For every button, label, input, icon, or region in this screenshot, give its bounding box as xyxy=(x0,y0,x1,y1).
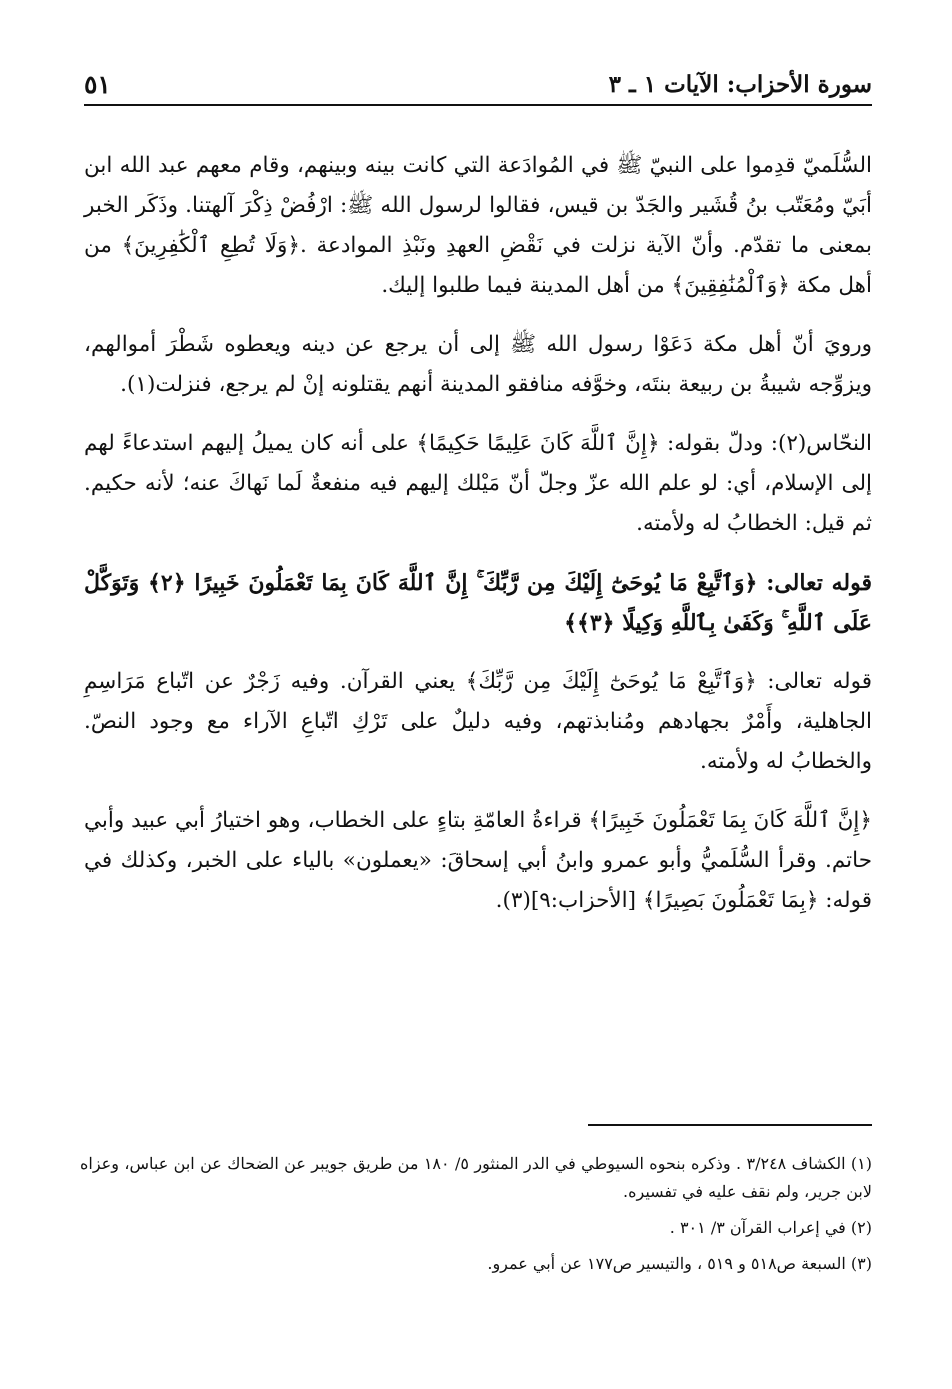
paragraph: ورويَ أنّ أهل مكة دَعَوْا رسول الله ﷺ إلى أن يرجع عن دينه ويعطوه شَطْرَ أموالهم، ويزوِّجه شيبةُ بن ربيعة بنتَه، وخوَّفه منافقو المدينة أنهم يقتلونه إنْ لم يرجع، فنزلت(١). xyxy=(84,332,872,397)
paragraph: قوله تعالى: ﴿وَٱتَّبِعْ مَا يُوحَىٰٓ إِلَيْكَ مِن رَّبِّكَ﴾ يعني القرآن. وفيه زَجْرٌ عن اتّباع مَرَاسِمِ الجاهلية، وأَمْرٌ بجهادهم ومُنابذتهم، وفيه دليلٌ على تَرْكِ اتّباعِ الآراء مع وجود النصّ. والخطابُ له ولأمته. xyxy=(84,669,872,774)
paragraph: النحّاس(٢): ودلّ بقوله: ﴿إِنَّ ٱللَّهَ كَانَ عَلِيمًا حَكِيمًا﴾ على أنه كان يميلُ إليهم استدعاءً لهم إلى الإسلام، أي: لو علم الله عزّ وجلّ أنّ مَيْلك إليهم فيه منفعةٌ لَما نَهاكَ عنه؛ لأنه حكيم. ثم قيل: الخطابُ له ولأمته. xyxy=(84,431,872,536)
footnote: (٢) في إعراب القرآن ٣/ ٣٠١ . xyxy=(669,1218,872,1237)
footnote-divider xyxy=(588,1124,872,1126)
verse-heading: قوله تعالى: ﴿وَٱتَّبِعْ مَا يُوحَىٰٓ إِلَيْكَ مِن رَّبِّكَ ۚ إِنَّ ٱللَّهَ كَانَ بِمَا تَعْمَلُونَ خَبِيرًا ﴿٢﴾ وَتَوَكَّلْ عَلَى ٱللَّهِ ۚ وَكَفَىٰ بِٱللَّهِ وَكِيلًا ﴿٣﴾﴾ xyxy=(84,570,872,636)
footnotes xyxy=(80,1150,872,1286)
running-title: سورة الأحزاب: الآيات ١ ـ ٣ xyxy=(608,70,872,98)
main-text xyxy=(84,146,872,940)
paragraph: السُّلَميّ قدِموا على النبيّ ﷺ في المُوادَعة التي كانت بينه وبينهم، وقام معهم عبد الله ابن أبَيّ ومُعَتّب بنُ قُشَير والجَدّ بن قيس، فقالوا لرسول الله ﷺ: ارْفُضْ ذِكْرَ آلهتنا. وذَكَر الخبر بمعنى ما تقدّم. وأنّ الآية نزلت في نَقْضِ العهدِ ونَبْذِ الموادعة .﴿وَلَا تُطِعِ ٱلْكَٰفِرِينَ﴾ من أهل مكة ﴿وَٱلْمُنَٰفِقِينَ﴾ من أهل المدينة فيما طلبوا إليك. xyxy=(84,153,872,298)
paragraph: ﴿إِنَّ ٱللَّهَ كَانَ بِمَا تَعْمَلُونَ خَبِيرًا﴾ قراءةُ العامّةِ بتاءٍ على الخطاب، وهو اختيارُ أبي عبيد وأبي حاتم. وقرأ السُّلَميُّ وأبو عمرو وابنُ أبي إسحاقَ: «يعملون» بالياء على الخبر، وكذلك في قوله: ﴿بِمَا تَعْمَلُونَ بَصِيرًا﴾ [الأحزاب:٩](٣). xyxy=(84,808,872,913)
footnote: (١) الكشاف ٣/٢٤٨ . وذكره بنحوه السيوطي في الدر المنثور ٥/ ١٨٠ من طريق جويبر عن الضحاك عن ابن عباس، وعزاه لابن جرير، ولم نقف عليه في تفسيره. xyxy=(80,1154,872,1201)
footnote: (٣) السبعة ص٥١٨ و ٥١٩ ، والتيسير ص١٧٧ عن أبي عمرو. xyxy=(487,1254,872,1273)
page-header xyxy=(84,64,872,106)
page-number: ٥١ xyxy=(84,69,111,99)
